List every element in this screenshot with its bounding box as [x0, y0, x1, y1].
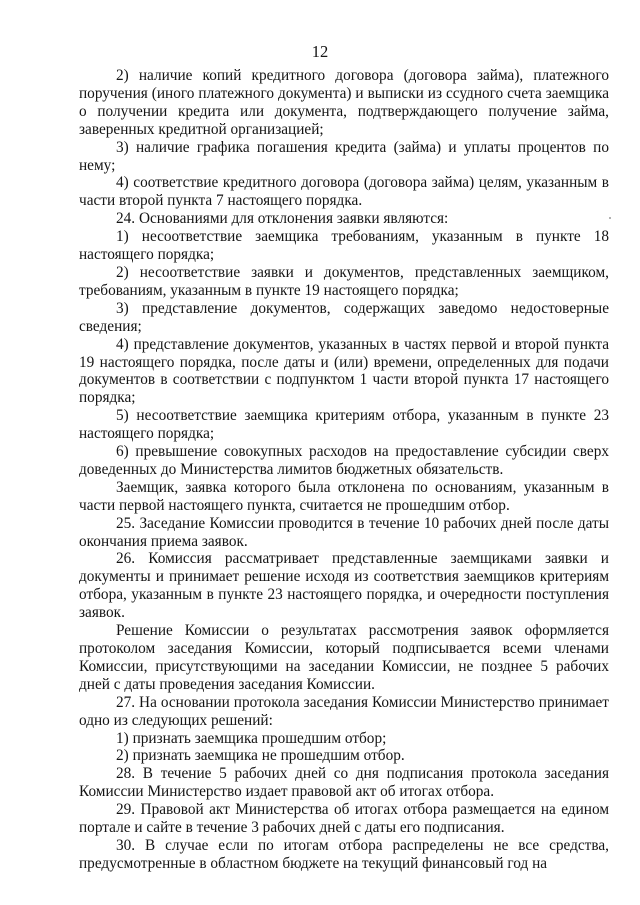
- paragraph-rejection-3: 3) представление документов, содержащих заведомо недостоверные сведения;: [79, 299, 609, 335]
- paragraph-decision-1: 1) признать заемщика прошедшим отбор;: [116, 729, 387, 747]
- page-number: 12: [311, 42, 329, 61]
- scan-artifact: [609, 217, 611, 219]
- paragraph-26-commission-review: 26. Комиссия рассматривает представленные заемщиками заявки и документы и принимает решение исходя из соответствия заемщиков критериям отбора, указанным в пункте 23 настоящего порядка, и очередности поступления заявок.: [79, 550, 609, 622]
- paragraph-rejection-2: 2) несоответствие заявки и документов, представленных заемщиком, требованиям, указанным в пункте 19 настоящего порядка;: [79, 263, 609, 299]
- paragraph-decision-2: 2) признать заемщика не прошедшим отбор.: [116, 747, 405, 765]
- paragraph-item-4-compliance: 4) соответствие кредитного договора (договора займа) целям, указанным в части второй пункта 7 настоящего порядка.: [79, 174, 609, 210]
- document-body: [79, 67, 609, 873]
- paragraph-item-3-schedule: 3) наличие графика погашения кредита (займа) и уплаты процентов по нему;: [79, 138, 609, 174]
- paragraph-30-remaining-funds: 30. В случае если по итогам отбора распределены не все средства, предусмотренные в областном бюджете на текущий финансовый год на: [79, 836, 609, 872]
- paragraph-29-publication: 29. Правовой акт Министерства об итогах отбора размещается на едином портале и сайте в течение 3 рабочих дней с даты его подписания.: [79, 801, 609, 837]
- paragraph-rejection-4: 4) представление документов, указанных в частях первой и второй пункта 19 настоящего порядка, после даты и (или) времени, определенных для подачи документов в соответствии с подпунктом 1 части второй пункта 17 настоящего порядка;: [79, 335, 609, 407]
- paragraph-27-ministry-decisions: 27. На основании протокола заседания Комиссии Министерство принимает одно из следующих решений:: [79, 693, 609, 729]
- paragraph-item-2-copies: 2) наличие копий кредитного договора (договора займа), платежного поручения (иного платежного документа) и выписки из ссудного счета заемщика о получении кредита или документа, подтверждающего получение займа, заверенных кредитной организацией;: [79, 67, 609, 138]
- paragraph-rejection-1: 1) несоответствие заемщика требованиям, указанным в пункте 18 настоящего порядка;: [79, 228, 609, 264]
- paragraph-28-legal-act: 28. В течение 5 рабочих дней со дня подписания протокола заседания Комиссии Министерство издает правовой акт об итогах отбора.: [79, 765, 609, 801]
- paragraph-rejection-5: 5) несоответствие заемщика критериям отбора, указанным в пункте 23 настоящего порядка;: [79, 407, 609, 443]
- paragraph-25-commission-meeting: 25. Заседание Комиссии проводится в течение 10 рабочих дней после даты окончания приема заявок.: [79, 514, 609, 550]
- paragraph-rejected-borrower: Заемщик, заявка которого была отклонена по основаниям, указанным в части первой настоящего пункта, считается не прошедшим отбор.: [79, 478, 609, 514]
- paragraph-rejection-6: 6) превышение совокупных расходов на предоставление субсидии сверх доведенных до Министерства лимитов бюджетных обязательств.: [79, 443, 609, 478]
- paragraph-commission-decision: Решение Комиссии о результатах рассмотрения заявок оформляется протоколом заседания Комиссии, который подписывается всеми членами Комиссии, присутствующими на заседании Комиссии, не позднее 5 рабочих дней с даты проведения заседания Комиссии.: [79, 622, 609, 693]
- paragraph-24-rejection-grounds: 24. Основаниями для отклонения заявки являются:: [116, 210, 449, 228]
